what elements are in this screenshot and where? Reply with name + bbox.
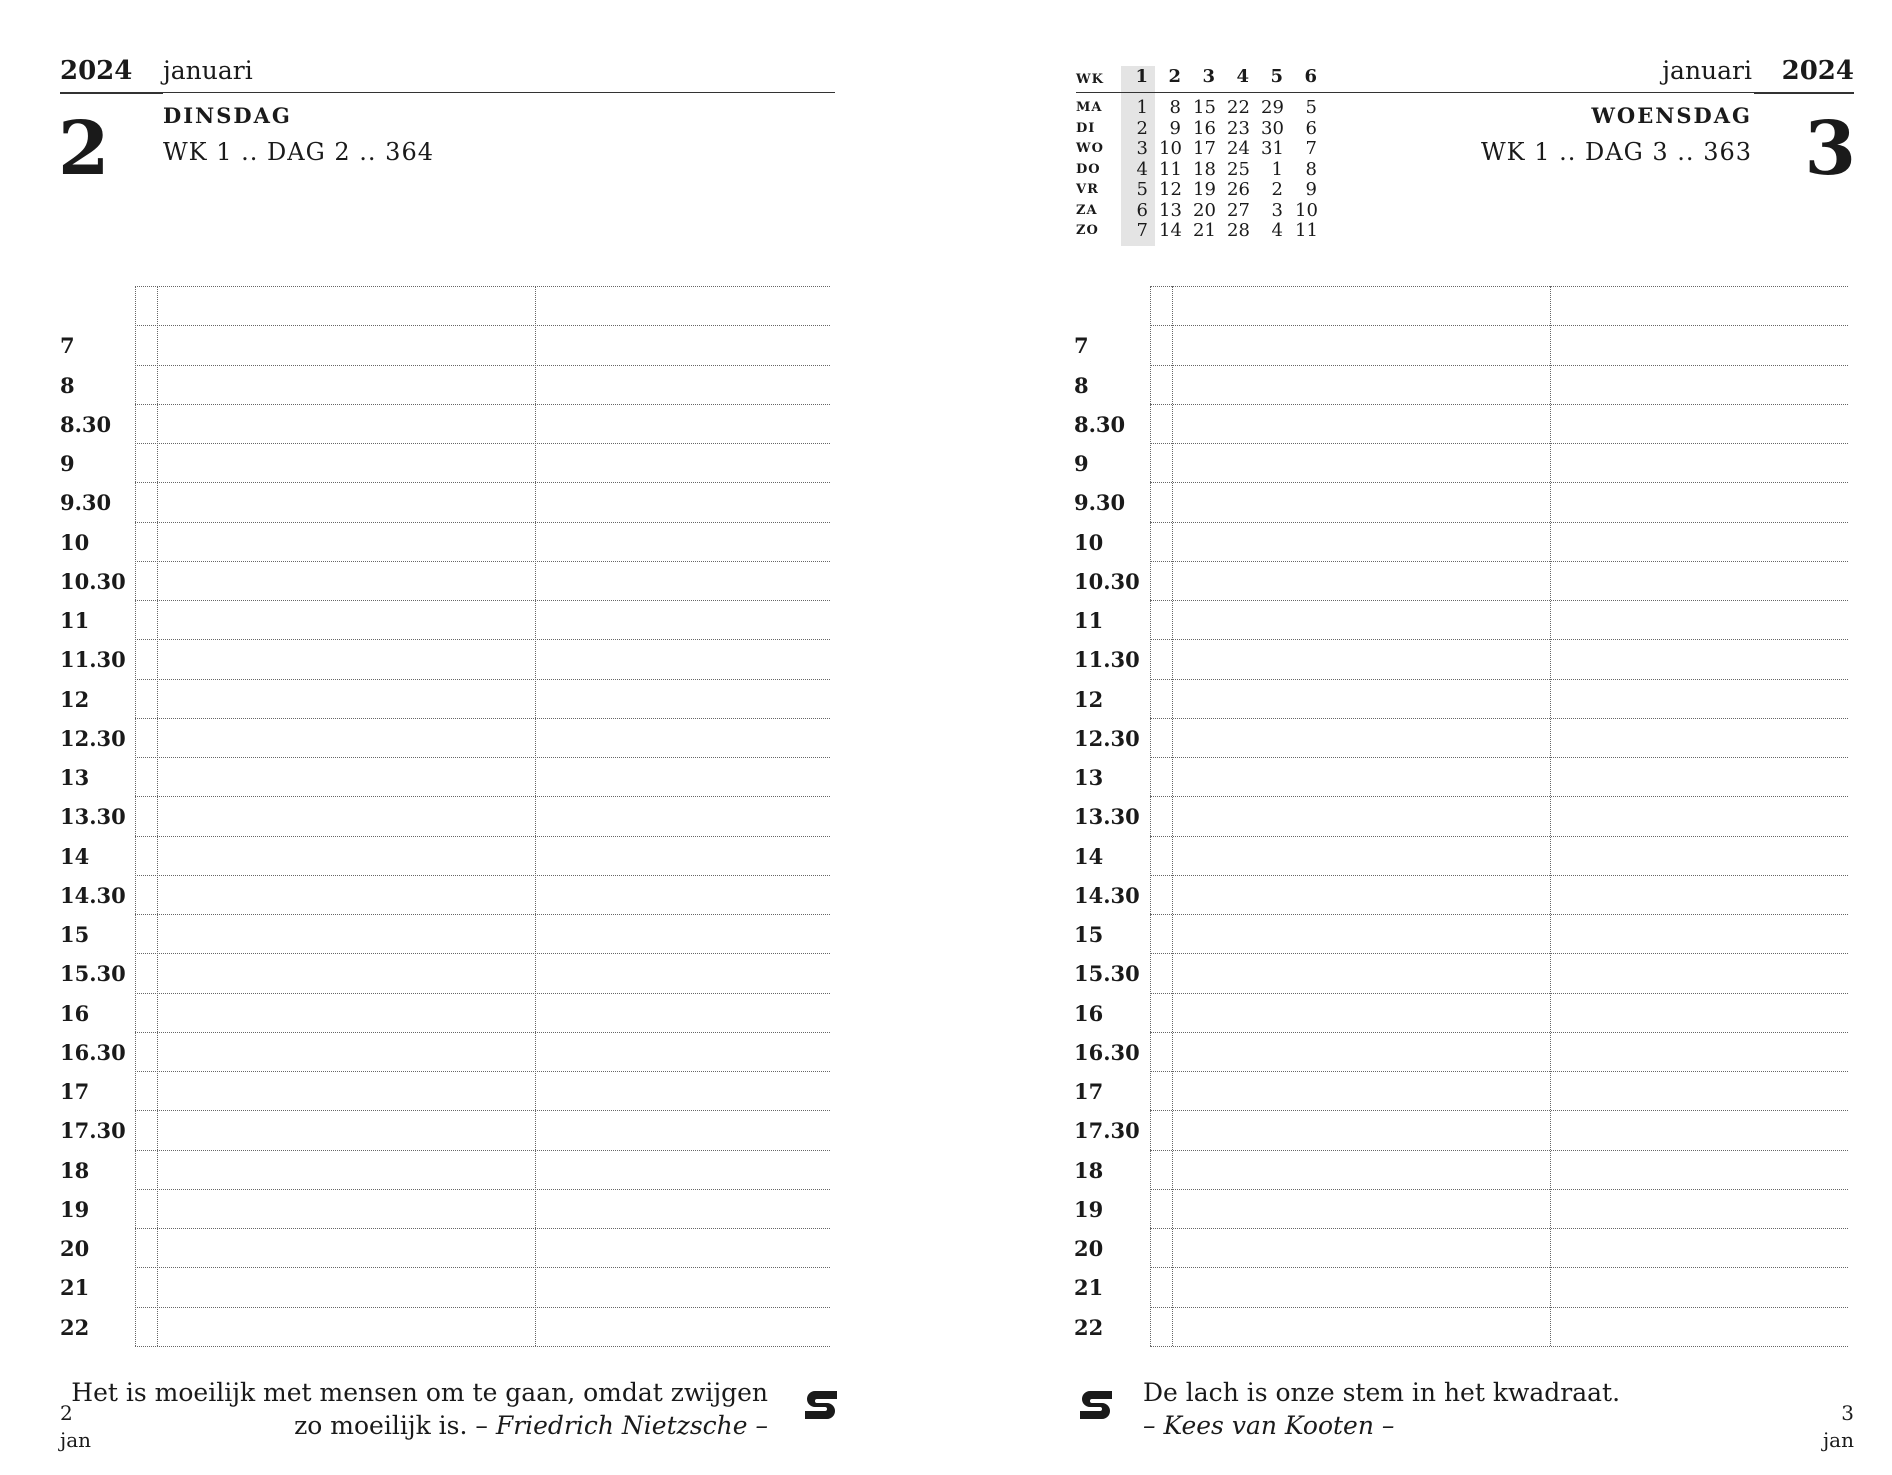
grid-row-line [135,757,830,758]
grid-row-line [135,836,830,837]
mini-calendar-date: 31 [1261,138,1284,159]
mini-calendar-date: 3 [1271,200,1283,221]
time-label: 15.30 [60,961,126,986]
time-label: 10 [60,530,90,555]
grid-column-line [1550,286,1551,1346]
grid-row-line [135,482,830,483]
mini-calendar-date: 7 [1136,220,1148,241]
mini-calendar-date: 3 [1136,138,1148,159]
time-label: 10 [1074,530,1104,555]
mini-calendar-date: 11 [1159,159,1182,180]
time-label: 19 [1074,1197,1104,1222]
right-day-name: WOENSDAG [1591,103,1752,128]
grid-row-line [1150,1189,1848,1190]
time-label: 13.30 [60,804,126,829]
grid-row-line [135,286,830,287]
time-label: 12 [1074,687,1104,712]
grid-column-line [1172,286,1173,1346]
grid-row-line [1150,679,1848,680]
mini-calendar-day-label: MA [1076,100,1103,115]
time-label: 12.30 [1074,726,1140,751]
time-label: 21 [1074,1275,1104,1300]
grid-row-line [135,1307,830,1308]
left-quote-line2: zo moeilijk is. – [294,1411,488,1440]
s-logo-icon [801,1385,841,1425]
mini-calendar-date: 28 [1227,220,1250,241]
mini-calendar-date: 5 [1136,179,1148,200]
grid-row-line [1150,1110,1848,1111]
time-label: 17 [1074,1079,1104,1104]
s-logo-icon [1076,1385,1116,1425]
right-day-number: 3 [1804,106,1856,192]
time-label: 10.30 [1074,569,1140,594]
mini-calendar-date: 9 [1169,118,1181,139]
grid-row-line [135,522,830,523]
time-label: 14 [60,844,90,869]
mini-calendar-date: 10 [1295,200,1318,221]
mini-calendar-date: 8 [1305,159,1317,180]
mini-calendar-date: 4 [1271,220,1283,241]
grid-row-line [135,1071,830,1072]
time-label: 11.30 [1074,647,1140,672]
grid-row-line [1150,443,1848,444]
left-footer-day: 2 [60,1401,73,1425]
time-label: 7 [1074,333,1089,358]
left-footer-month: jan [60,1428,92,1452]
left-year-rule [60,92,163,94]
mini-calendar-date: 7 [1305,138,1317,159]
right-footer-month: jan [1822,1428,1854,1452]
mini-calendar-week-number: 4 [1236,66,1249,87]
time-label: 17.30 [60,1118,126,1143]
grid-row-line [135,1189,830,1190]
mini-calendar-date: 21 [1193,220,1216,241]
mini-calendar-date: 24 [1227,138,1250,159]
mini-calendar-date: 6 [1305,118,1317,139]
grid-column-line [135,286,136,1346]
mini-calendar-date: 12 [1159,179,1182,200]
mini-calendar-date: 23 [1227,118,1250,139]
time-label: 9 [1074,451,1089,476]
time-label: 8 [60,373,75,398]
mini-calendar-date: 13 [1159,200,1182,221]
mini-calendar-day-label: VR [1076,182,1099,197]
mini-calendar-date: 2 [1271,179,1283,200]
grid-column-line [535,286,536,1346]
time-label: 15 [1074,922,1104,947]
time-label: 22 [1074,1315,1104,1340]
time-label: 16.30 [60,1040,126,1065]
grid-row-line [135,1228,830,1229]
mini-calendar-week-number: 2 [1168,66,1181,87]
right-quote-author: – Kees van Kooten – [1143,1411,1395,1440]
mini-calendar-day-label: DI [1076,121,1096,136]
grid-row-line [135,600,830,601]
time-label: 16.30 [1074,1040,1140,1065]
left-day-number: 2 [58,106,110,192]
grid-row-line [135,796,830,797]
grid-row-line [135,404,830,405]
time-label: 15.30 [1074,961,1140,986]
mini-calendar-date: 26 [1227,179,1250,200]
grid-row-line [1150,1150,1848,1151]
grid-row-line [135,875,830,876]
mini-calendar-date: 25 [1227,159,1250,180]
grid-row-line [1150,796,1848,797]
mini-calendar-date: 1 [1271,159,1283,180]
grid-row-line [1150,522,1848,523]
time-label: 8 [1074,373,1089,398]
grid-row-line [135,325,830,326]
grid-row-line [135,443,830,444]
grid-row-line [135,679,830,680]
mini-calendar-date: 22 [1227,97,1250,118]
mini-calendar-week-number: 3 [1202,66,1215,87]
left-footer [60,1400,91,1454]
grid-row-line [1150,325,1848,326]
right-year-rule [1754,92,1854,94]
time-label: 20 [1074,1236,1104,1261]
left-quote-line1: Het is moeilijk met mensen om te gaan, omdat zwijgen [71,1378,768,1407]
grid-row-line [135,718,830,719]
time-label: 13 [60,765,90,790]
left-week-day-line: WK 1 .. DAG 2 .. 364 [163,138,434,166]
right-month: januari [1662,56,1752,85]
grid-row-line [1150,600,1848,601]
time-label: 16 [60,1001,90,1026]
mini-calendar-date: 29 [1261,97,1284,118]
left-year: 2024 [60,56,133,86]
mini-calendar-date: 16 [1193,118,1216,139]
right-footer-day: 3 [1841,1401,1854,1425]
grid-row-line [1150,1071,1848,1072]
time-label: 17 [60,1079,90,1104]
grid-row-line [1150,561,1848,562]
mini-calendar-date: 14 [1159,220,1182,241]
mini-calendar-day-label: DO [1076,162,1101,177]
grid-row-line [1150,286,1848,287]
mini-calendar-date: 6 [1136,200,1148,221]
mini-calendar-week-number: 1 [1135,66,1148,87]
grid-row-line [1150,875,1848,876]
right-quote-line1: De lach is onze stem in het kwadraat. [1143,1378,1621,1407]
time-label: 9.30 [1074,490,1126,515]
mini-calendar-date: 19 [1193,179,1216,200]
grid-row-line [1150,1307,1848,1308]
mini-calendar-date: 2 [1136,118,1148,139]
grid-row-line [1150,953,1848,954]
grid-row-line [1150,993,1848,994]
right-week-day-line: WK 1 .. DAG 3 .. 363 [1481,138,1752,166]
mini-calendar-date: 18 [1193,159,1216,180]
grid-row-line [135,561,830,562]
mini-calendar-week-number: 5 [1270,66,1283,87]
time-label: 20 [60,1236,90,1261]
time-label: 9 [60,451,75,476]
grid-row-line [135,1346,830,1347]
time-label: 14.30 [60,883,126,908]
mini-calendar-date: 9 [1305,179,1317,200]
time-label: 14 [1074,844,1104,869]
grid-row-line [1150,1346,1848,1347]
grid-column-line [1150,286,1151,1346]
time-label: 16 [1074,1001,1104,1026]
grid-row-line [1150,639,1848,640]
time-label: 18 [1074,1158,1104,1183]
time-label: 21 [60,1275,90,1300]
mini-calendar-date: 15 [1193,97,1216,118]
time-label: 22 [60,1315,90,1340]
left-quote [71,1376,768,1442]
time-label: 11 [60,608,90,633]
mini-calendar-date: 30 [1261,118,1284,139]
grid-row-line [135,365,830,366]
time-label: 18 [60,1158,90,1183]
mini-calendar-day-label: WO [1076,141,1104,156]
grid-row-line [1150,365,1848,366]
grid-row-line [135,1110,830,1111]
mini-calendar-date: 8 [1169,97,1181,118]
time-label: 13.30 [1074,804,1140,829]
grid-row-line [135,993,830,994]
time-label: 10.30 [60,569,126,594]
time-label: 11 [1074,608,1104,633]
grid-row-line [1150,718,1848,719]
grid-row-line [1150,757,1848,758]
mini-calendar-date: 5 [1305,97,1317,118]
grid-row-line [135,953,830,954]
grid-row-line [135,914,830,915]
grid-row-line [1150,404,1848,405]
grid-row-line [135,1267,830,1268]
right-year: 2024 [1781,56,1854,86]
left-month: januari [163,56,253,85]
left-header-rule [163,92,835,93]
mini-calendar-date: 11 [1295,220,1318,241]
mini-calendar-date: 17 [1193,138,1216,159]
grid-row-line [1150,1267,1848,1268]
time-label: 17.30 [1074,1118,1140,1143]
time-label: 9.30 [60,490,112,515]
mini-calendar-week-number: 6 [1304,66,1317,87]
grid-row-line [1150,836,1848,837]
grid-row-line [135,1032,830,1033]
right-footer [1823,1400,1854,1454]
time-label: 14.30 [1074,883,1140,908]
grid-row-line [135,639,830,640]
left-day-name: DINSDAG [163,103,292,128]
time-label: 11.30 [60,647,126,672]
grid-row-line [1150,914,1848,915]
grid-row-line [135,1150,830,1151]
grid-column-line [157,286,158,1346]
mini-calendar-date: 27 [1227,200,1250,221]
time-label: 12 [60,687,90,712]
time-label: 13 [1074,765,1104,790]
mini-calendar-date: 20 [1193,200,1216,221]
right-quote [1143,1376,1620,1442]
time-label: 7 [60,333,75,358]
mini-calendar-week-label: WK [1076,72,1104,87]
left-quote-author: Friedrich Nietzsche – [495,1411,768,1440]
time-label: 8.30 [1074,412,1126,437]
right-header-rule [1076,92,1756,93]
time-label: 19 [60,1197,90,1222]
mini-calendar-date: 4 [1136,159,1148,180]
mini-calendar-date: 10 [1159,138,1182,159]
grid-row-line [1150,1032,1848,1033]
grid-row-line [1150,482,1848,483]
time-label: 12.30 [60,726,126,751]
grid-row-line [1150,1228,1848,1229]
mini-calendar-day-label: ZO [1076,223,1099,238]
time-label: 8.30 [60,412,112,437]
mini-calendar-date: 1 [1136,97,1148,118]
time-label: 15 [60,922,90,947]
mini-calendar-day-label: ZA [1076,203,1098,218]
